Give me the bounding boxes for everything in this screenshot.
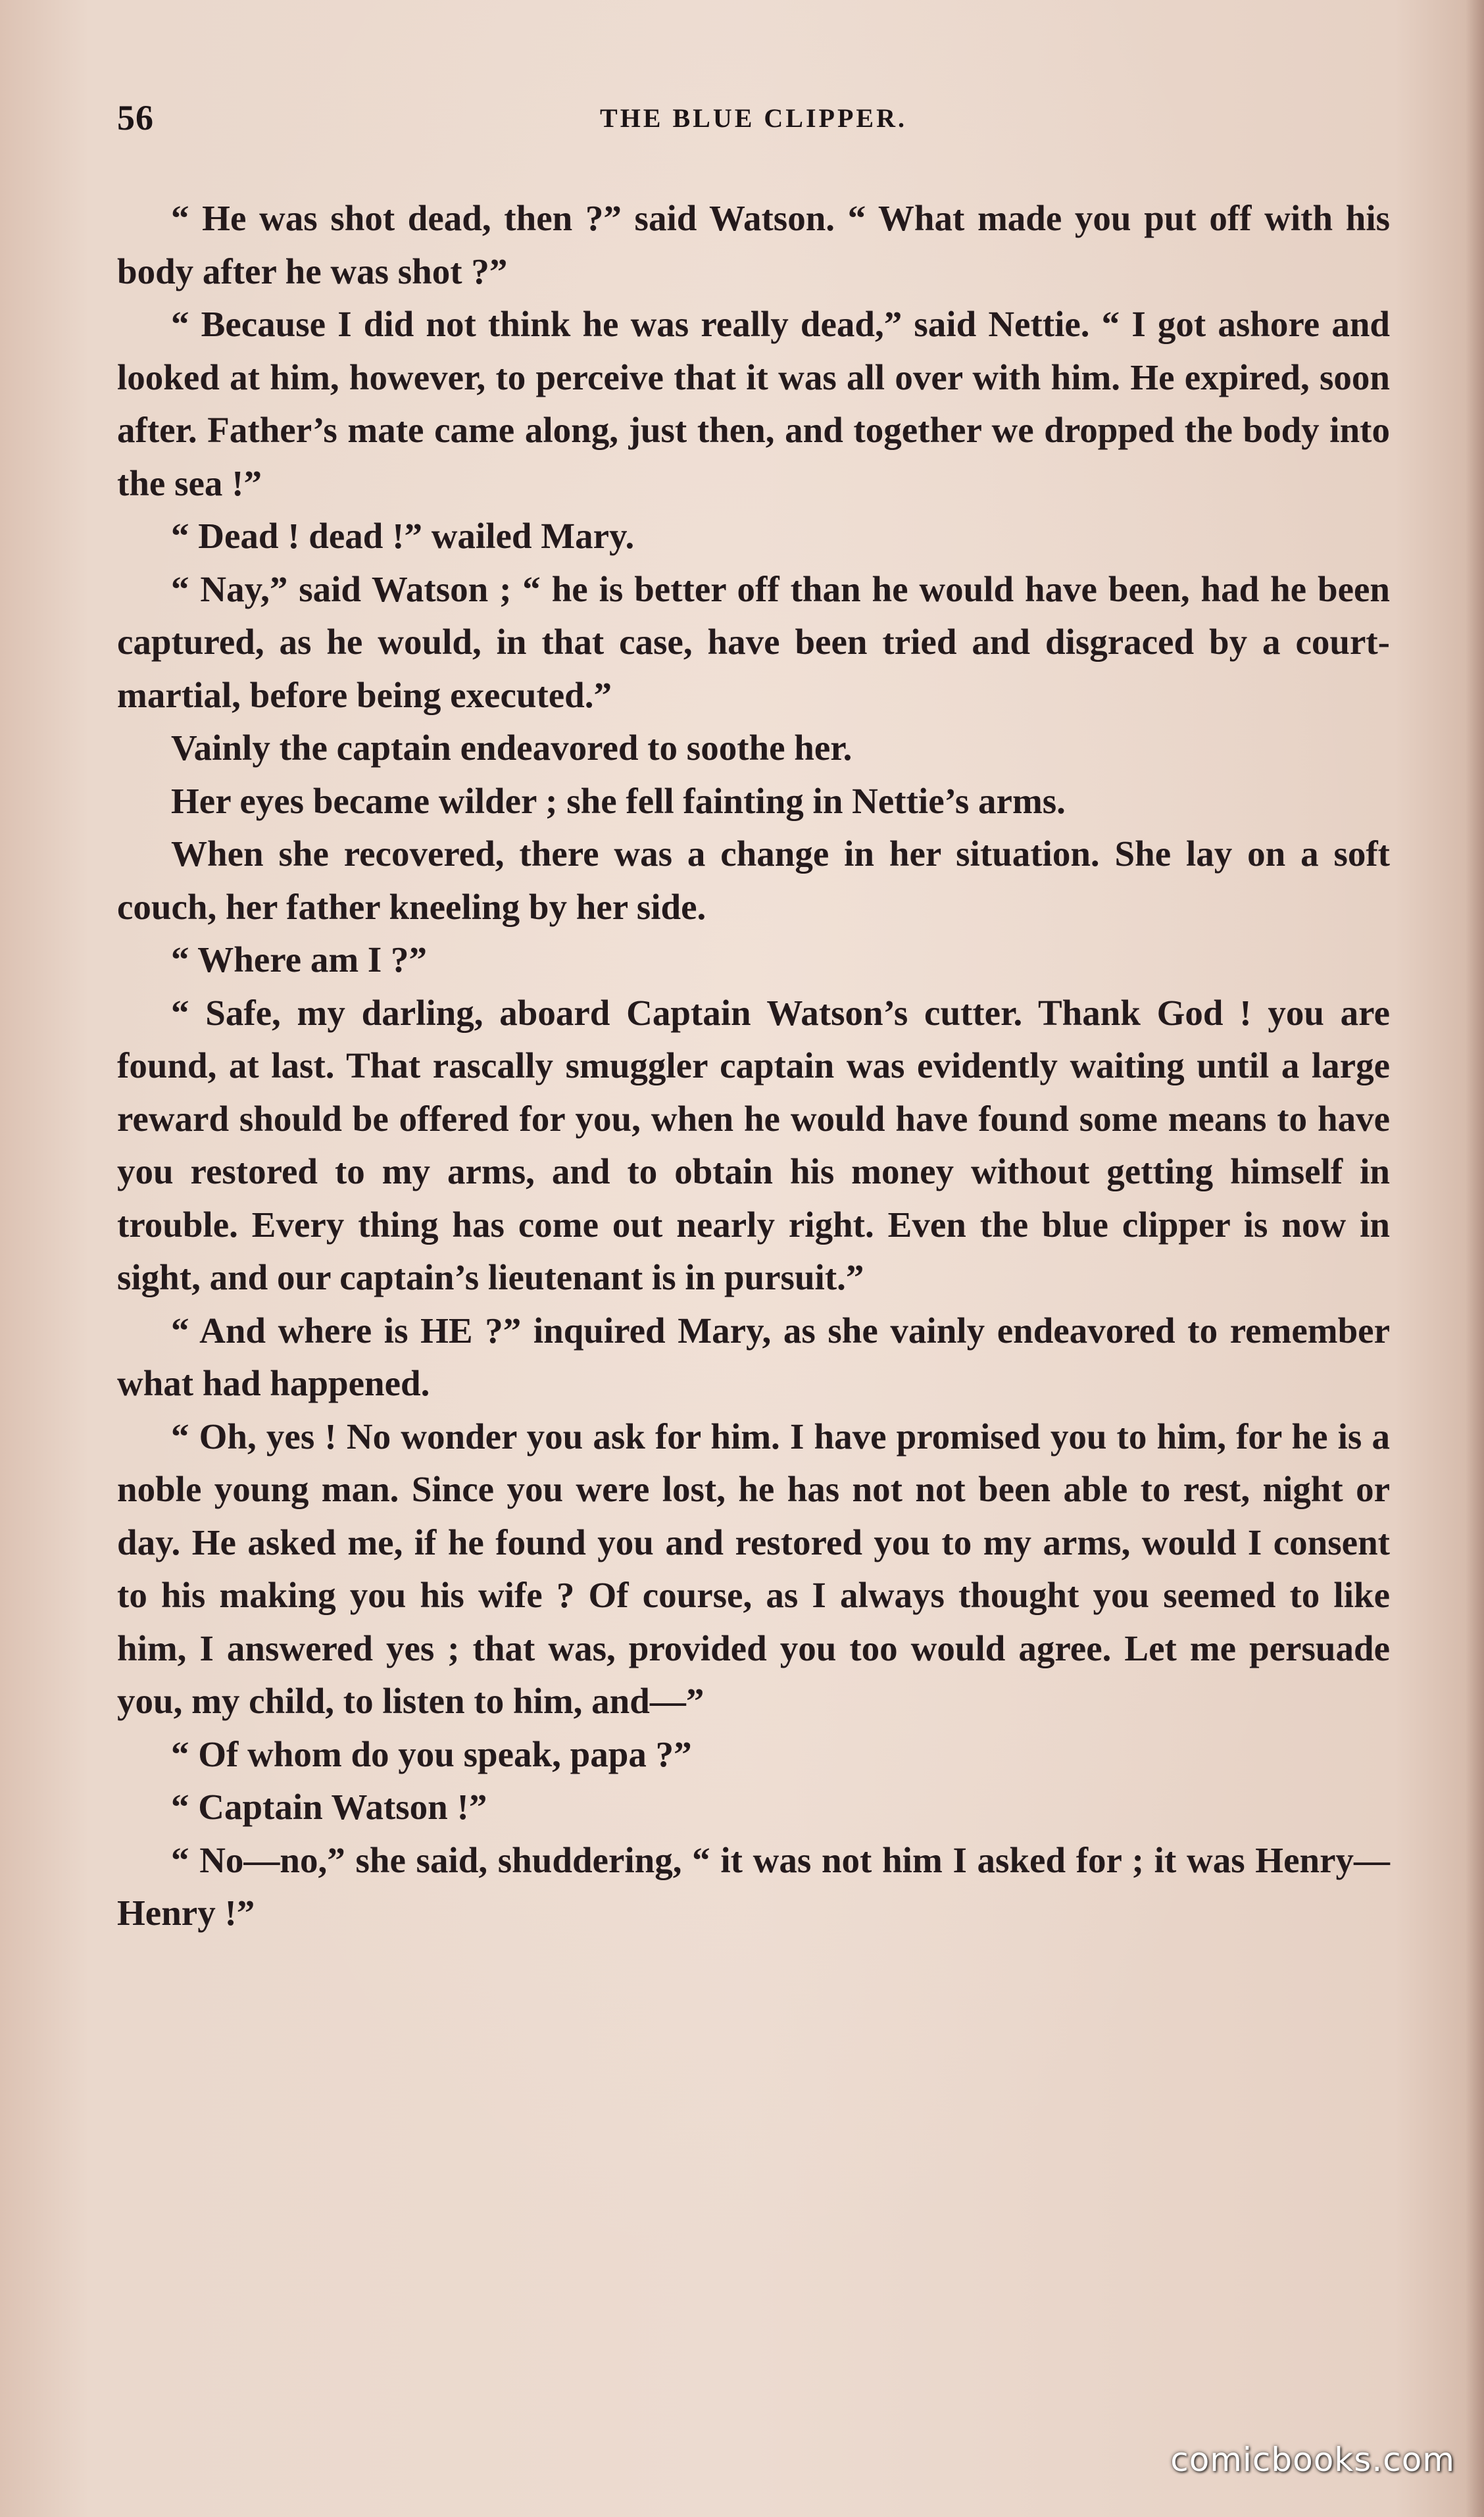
paragraph: “ Dead ! dead !” wailed Mary. [171,516,635,556]
paragraph: “ Of whom do you speak, papa ?” [171,1733,692,1774]
page-header [117,97,1390,143]
paragraph: “ He was shot dead, then ?” said Watson. “ What made you put off with his body after he was shot ?” [117,198,1390,291]
paragraph: “ Because I did not think he was really dead,” said Nettie. “ I got ashore and looked at him, however, to perceive that it was all over with him. He expired, soon after. Father’s mate came along, just then, and together we dropped the body into the sea !” [117,304,1390,503]
paragraph: Her eyes became wilder ; she fell fainting in Nettie’s arms. [171,780,1066,821]
page-edge-shadow [1466,0,1484,2517]
watermark: comicbooks.com [1170,2441,1455,2479]
paragraph: “ No—no,” she said, shuddering, “ it was not him I asked for ; it was Henry—Henry !” [117,1839,1390,1933]
paragraph: “ And where is HE ?” inquired Mary, as she vainly endeavored to remember what had happened. [117,1310,1390,1403]
paragraph: “ Captain Watson !” [171,1787,487,1827]
paragraph: When she recovered, there was a change in her situation. She lay on a soft couch, her father kneeling by her side. [117,834,1390,927]
paragraph: Vainly the captain endeavored to soothe her. [171,728,853,768]
paragraph: “ Where am I ?” [171,939,428,980]
paragraph: “ Safe, my darling, aboard Captain Watson’s cutter. Thank God ! you are found, at last. That rascally smuggler captain was evidently waiting until a large reward should be offered for you, when he would have found some means to have you restored to my arms, and to obtain his money without getting himself in trouble. Every thing has come out nearly right. Even the blue clipper is now in sight, and our captain’s lieutenant is in pursuit.” [117,992,1390,1297]
running-head: THE BLUE CLIPPER. [600,103,907,133]
page-number: 56 [117,98,154,137]
paragraph: “ Nay,” said Watson ; “ he is better off than he would have been, had he been captured, as he would, in that case, have been tried and disgraced by a court-martial, before being executed.” [117,568,1390,715]
paragraph: “ Oh, yes ! No wonder you ask for him. I have promised you to him, for he is a noble young man. Since you were lost, he has not not been able to rest, night or day. He asked me, if he found you and restored you to my arms, would I consent to his making you his wife ? Of course, as I always thought you seemed to like him, I answered yes ; that was, provided you too would agree. Let me persuade you, my child, to listen to him, and—” [117,1416,1390,1721]
body-text [117,192,1390,1940]
